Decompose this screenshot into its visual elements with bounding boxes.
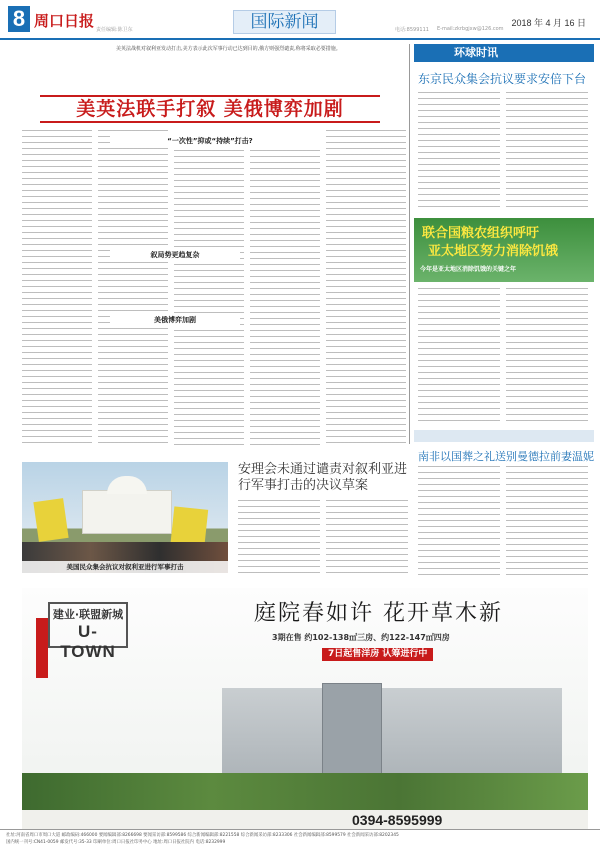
- fao-banner: [414, 218, 594, 282]
- brand-name-cn: 建业·联盟新城: [52, 608, 124, 621]
- fao-banner-line2: 亚太地区努力消除饥饿: [428, 244, 559, 259]
- protest-photo: [22, 462, 228, 573]
- white-house-dome: [107, 476, 147, 494]
- photo-caption: 美国民众集会抗议对叙利亚进行军事打击: [22, 561, 228, 573]
- un-text-col2: [326, 500, 408, 578]
- mandela-text-col2: [506, 466, 588, 580]
- ad-promo: 7日起售洋房 认筹进行中: [322, 648, 433, 661]
- tokyo-text-col1: [418, 92, 500, 212]
- un-text-col1: [238, 500, 320, 578]
- white-house-building: [82, 490, 172, 534]
- ad-phone: 0394-8595999: [352, 812, 443, 828]
- brand-logo: [48, 602, 128, 661]
- story-mandela-title: 南非以国葬之礼送别曼德拉前妻温妮: [418, 450, 594, 463]
- body-column-5: [326, 130, 406, 445]
- contact-strip: [22, 810, 588, 830]
- page-number: 8: [8, 6, 30, 32]
- story-un-title: 安理会未通过谴责对叙利亚进行军事打击的决议草案: [238, 462, 408, 493]
- fao-banner-ticker: 今年是亚太地区消除饥饿的关键之年: [420, 266, 517, 273]
- tokyo-text-col2: [506, 92, 588, 212]
- newspaper-logo: 周口日报: [34, 12, 95, 30]
- red-ribbon: [36, 618, 48, 678]
- ad-tagline: 3期在售 约102-138㎡三房、约122-147㎡四房: [272, 633, 450, 642]
- section-title: 国际新闻: [233, 10, 336, 34]
- story-tokyo-title: 东京民众集会抗议要求安倍下台: [418, 72, 587, 86]
- column-divider: [409, 44, 410, 444]
- main-headline: 美英法联手打叙 美俄博弈加剧: [40, 95, 380, 123]
- subhead-once-or-continuing: “一次性”抑或“持续”打击?: [110, 136, 310, 146]
- issue-date: 2018 年 4 月 16 日: [511, 18, 586, 28]
- editor-line: 责任编辑:陈卫东: [96, 27, 133, 33]
- subhead-us-russia: 美俄博弈加剧: [110, 315, 240, 325]
- fao-banner-line1: 联合国粮农组织呼吁: [422, 226, 540, 241]
- page-header: [0, 0, 600, 40]
- real-estate-ad: [22, 588, 588, 830]
- email-line: E-mail:zkrbgjxw@126.com: [437, 26, 504, 32]
- subhead-syria-situation: 叙局势更趋复杂: [110, 250, 240, 260]
- body-column-3: [174, 150, 244, 445]
- fao-text-col2: [506, 288, 588, 423]
- body-column-2: [98, 130, 168, 445]
- column-banner: 环球时讯: [414, 44, 594, 62]
- phone-line: 电话:8599111: [395, 27, 429, 33]
- garden-trees: [22, 773, 588, 813]
- protest-sign-left: [33, 498, 68, 542]
- page-footer: [0, 829, 600, 847]
- fao-text-col1: [418, 288, 500, 423]
- lead-intro: 美英法战机对叙利亚发动打击,美方表示此次军事行动已达到目的,俄方则强烈谴责,称将采取必要措施。: [116, 46, 341, 52]
- divider-bar: [414, 430, 594, 442]
- body-column-1: [22, 130, 92, 445]
- brand-name-en: U-TOWN: [60, 622, 116, 661]
- mandela-text-col1: [418, 466, 500, 580]
- footer-line-1: 社址:河南省周口市周口大道 邮政编码:466000 要闻编辑部:8266698 要闻采访部:8599586 综合新闻编辑部:8221558 综合新闻采访部:8233306 社会新闻编辑部:8599579 社会新闻采访部:8202345: [6, 833, 399, 838]
- body-column-4: [250, 150, 320, 445]
- ad-headline: 庭院春如许 花开草木新: [254, 601, 503, 626]
- footer-line-2: 国内统一刊号:CN41-0059 邮发代号:35-33 印刷单位:周口日报社印务中心 地址:周口日报社院内 电话:8232999: [6, 840, 226, 845]
